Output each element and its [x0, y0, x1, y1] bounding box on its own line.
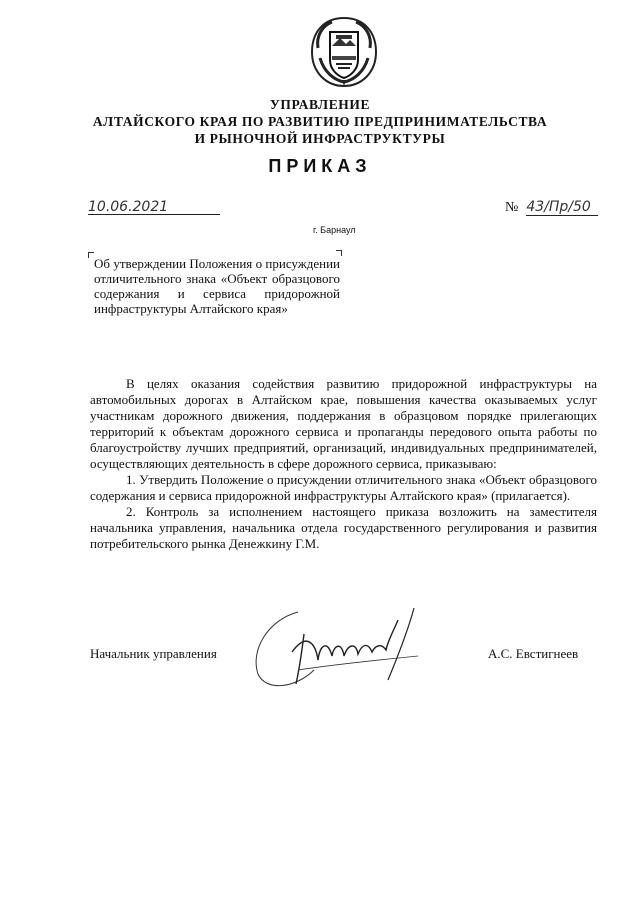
order-subject: Об утверждении Положения о присуждении отличительного знака «Объект образцового содержания и сервиса придорожной инфраструктуры Алтайского края»: [94, 256, 340, 316]
city-label: г. Барнаул: [313, 225, 356, 235]
signatory-position: Начальник управления: [90, 646, 217, 661]
number-label: №: [505, 200, 519, 215]
signatory-name: А.С. Евстигнеев: [488, 646, 579, 661]
organization-name-line-1: УПРАВЛЕНИЕ: [269, 97, 371, 112]
order-item-2: 2. Контроль за исполнением настоящего приказа возложить на заместителя начальника управления, начальника отдела государственного регулирования и развития потребительского рынка Денежкину Г.М.: [90, 504, 597, 551]
handwritten-signature: [238, 600, 438, 696]
number-field: [505, 198, 605, 214]
document-type-title: ПРИКАЗ: [268, 156, 372, 176]
order-body: [90, 376, 597, 552]
organization-name-line-2: АЛТАЙСКОГО КРАЯ ПО РАЗВИТИЮ ПРЕДПРИНИМАТЕЛЬСТВА: [92, 114, 548, 129]
organization-name-line-3: И РЫНОЧНОЙ ИНФРАСТРУКТУРЫ: [194, 131, 446, 146]
handwritten-number: 43/Пр/50: [526, 199, 598, 216]
coat-of-arms-emblem: [306, 14, 382, 90]
preamble-paragraph: В целях оказания содействия развитию придорожной инфраструктуры на автомобильных дорогах в Алтайском крае, повышения качества оказываемых услуг участникам дорожного движения, поддержания в образцовом порядке прилегающих территорий к объектам дорожного сервиса и пропаганды передового опыта работы по благоустройству лучших предприятий, организаций, индивидуальных предпринимателей, осуществляющих деятельность в сфере дорожного сервиса, приказываю:: [90, 376, 597, 471]
handwritten-date: 10.06.2021: [88, 199, 169, 215]
date-field: [88, 198, 220, 215]
order-item-1: 1. Утвердить Положение о присуждении отличительного знака «Объект образцового содержания и сервиса придорожной инфраструктуры Алтайского края» (прилагается).: [90, 472, 597, 503]
